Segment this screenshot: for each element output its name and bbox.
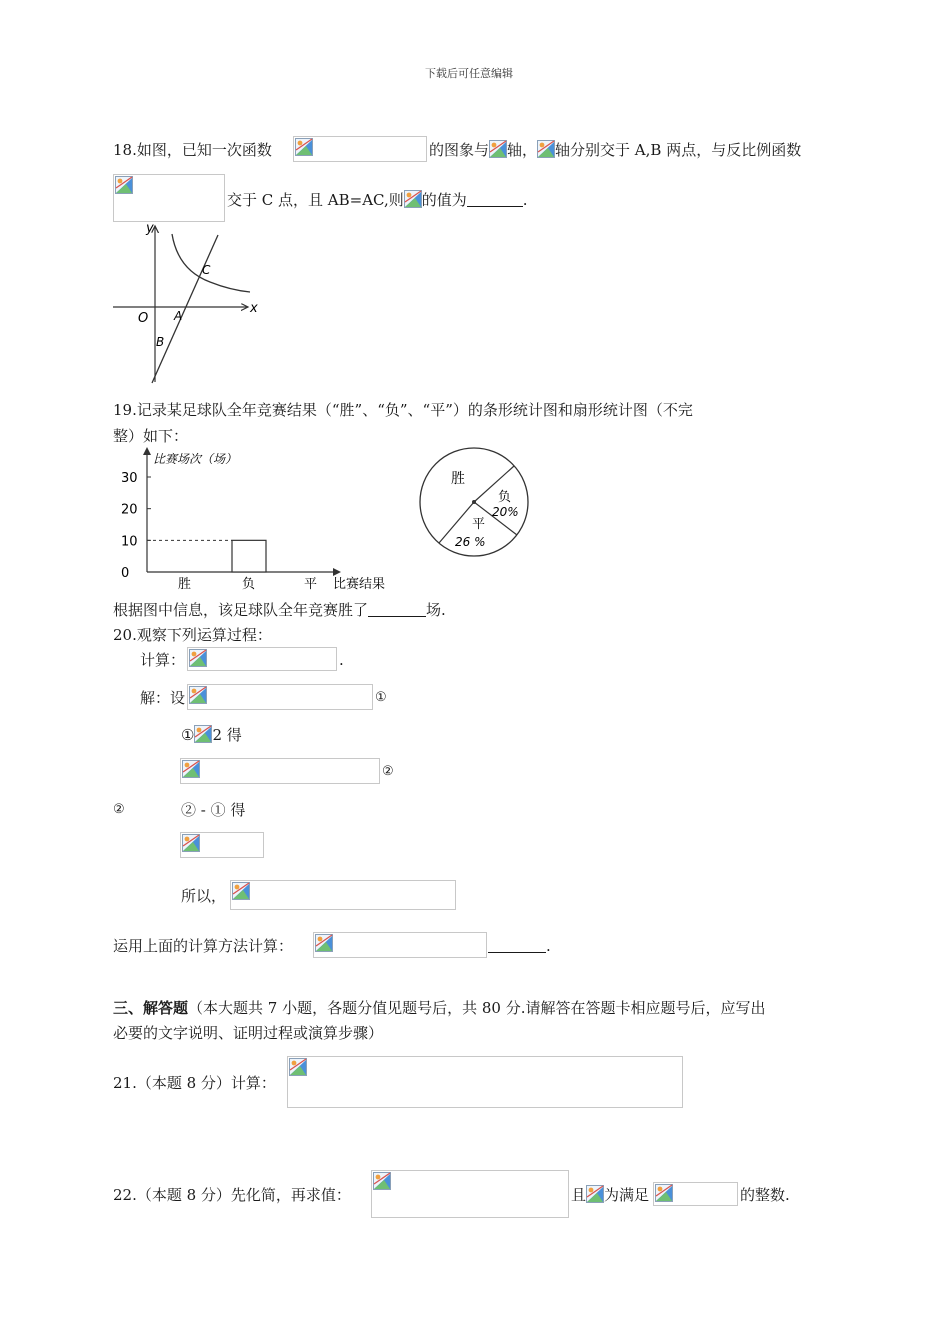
bar-chart xyxy=(115,445,405,595)
section3-line2: 必要的文字说明、证明过程或演算步骤） xyxy=(113,1024,384,1042)
x-symbol-image-icon xyxy=(489,140,507,158)
q20-so-label: 所以， xyxy=(181,887,227,905)
q22-text-d: 的整数. xyxy=(740,1186,790,1204)
q22-text-c: 为满足 xyxy=(604,1186,650,1204)
q20-apply-label: 运用上面的计算方法计算： xyxy=(113,937,294,955)
q18-text-c: 轴， xyxy=(507,141,538,159)
q18-text-f: 的值为 xyxy=(421,191,467,209)
y-tick-label: 0 xyxy=(121,566,130,581)
q22-text-a: 22.（本题 8 分）先化简，再求值： xyxy=(113,1186,351,1204)
bar-xlabel: 比赛结果 xyxy=(333,577,386,592)
bar-y-arrow xyxy=(143,447,151,455)
section3-line1 xyxy=(113,998,766,1018)
broken-image-icon xyxy=(655,1184,673,1202)
point-c-label: C xyxy=(202,263,211,277)
answer-blank xyxy=(467,192,523,207)
q20-step2-b: 2 得 xyxy=(212,726,242,744)
pie-center xyxy=(472,500,476,504)
q22-formula-image xyxy=(371,1170,569,1218)
multiply-symbol-image-icon xyxy=(194,725,212,743)
q18-inverse-function-image xyxy=(113,174,225,222)
q20-apply-dot: . xyxy=(546,937,551,955)
q20-step3-formula-image xyxy=(180,832,264,858)
section3-desc: （本大题共 7 小题，各题分值见题号后，共 80 分.请解答在答题卡相应题号后，应写出 xyxy=(188,999,766,1017)
q19-answer-b: 场. xyxy=(426,601,446,619)
point-a-label: A xyxy=(174,309,183,323)
x-category-label: 平 xyxy=(304,577,318,592)
linear-function-line xyxy=(152,235,218,383)
q20-title: 20.观察下列运算过程： xyxy=(113,626,272,644)
q20-calc-formula-image xyxy=(187,647,337,671)
q20-apply-formula-image xyxy=(313,932,487,958)
y-label: y xyxy=(146,221,154,236)
k-symbol-image-icon xyxy=(404,190,422,208)
x-symbol-image-icon xyxy=(586,1185,604,1203)
section3-title: 三、解答题 xyxy=(113,999,189,1017)
bar xyxy=(232,540,266,572)
q20-step2-a: ① xyxy=(181,726,195,744)
pie-draw-label: 平 xyxy=(472,517,486,532)
q18-line1 xyxy=(113,140,272,160)
broken-image-icon xyxy=(115,176,133,194)
broken-image-icon xyxy=(189,649,207,667)
hyperbola-curve xyxy=(172,234,250,292)
q20-step3: ② - ① 得 xyxy=(181,801,246,819)
broken-image-icon xyxy=(289,1058,307,1076)
pie-win-label: 胜 xyxy=(451,471,465,487)
q20-step2 xyxy=(181,725,242,745)
y-tick-label: 20 xyxy=(121,502,138,518)
q20-sol-label: 解：设 xyxy=(140,689,186,707)
q19-answer-a: 根据图中信息，该足球队全年竞赛胜了 xyxy=(113,601,369,619)
q20-result-formula-image xyxy=(230,880,456,910)
q18-text-g: . xyxy=(522,191,528,209)
q18-line2 xyxy=(227,190,528,210)
q20-calc-label: 计算： xyxy=(140,651,186,669)
q19-line2: 整）如下： xyxy=(113,427,189,445)
y-tick-label: 10 xyxy=(121,534,138,550)
point-b-label: B xyxy=(156,335,165,349)
q22-condition-image xyxy=(653,1182,738,1206)
pie-draw-pct: 26 % xyxy=(455,535,486,549)
broken-image-icon xyxy=(182,834,200,852)
broken-image-icon xyxy=(232,882,250,900)
q20-left-circ: ② xyxy=(113,802,125,817)
answer-blank xyxy=(488,938,546,953)
q18-function-graph xyxy=(110,220,270,385)
answer-blank xyxy=(368,602,426,617)
q20-sol-formula-image xyxy=(187,684,373,710)
q21-text: 21.（本题 8 分）计算： xyxy=(113,1074,276,1092)
page-header-note: 下载后可任意编辑 xyxy=(425,67,513,80)
q22-rest-a xyxy=(571,1185,649,1205)
broken-image-icon xyxy=(373,1172,391,1190)
q18-line1-rest xyxy=(429,140,801,160)
q19-answer-line xyxy=(113,600,446,620)
pie-lose-pct: 20% xyxy=(492,505,519,519)
q20-circ2: ② xyxy=(382,764,394,779)
q18-function-formula-image xyxy=(293,136,427,162)
q21-formula-image xyxy=(287,1056,683,1108)
broken-image-icon xyxy=(315,934,333,952)
x-label: x xyxy=(250,301,258,316)
q19-line1: 19.记录某足球队全年竞赛结果（“胜”、“负”、“平”）的条形统计图和扇形统计图（不完 xyxy=(113,401,693,419)
q18-text-d: 轴分别交于 A,B 两点，与反比例函数 xyxy=(555,141,802,159)
q22-text-b: 且 xyxy=(571,1186,587,1204)
y-symbol-image-icon xyxy=(537,140,555,158)
origin-label: O xyxy=(138,311,149,326)
broken-image-icon xyxy=(182,760,200,778)
broken-image-icon xyxy=(295,138,313,156)
q20-step2-formula-image xyxy=(180,758,380,784)
pie-lose-label: 负 xyxy=(498,490,512,505)
q20-apply-end xyxy=(488,936,551,956)
x-category-label: 胜 xyxy=(178,577,192,592)
q18-text-e: 交于 C 点，且 AB=AC,则 xyxy=(227,191,404,209)
q18-text-a: 18.如图，已知一次函数 xyxy=(113,141,272,159)
bar-ylabel: 比赛场次（场） xyxy=(153,452,238,466)
y-tick-label: 30 xyxy=(121,471,138,486)
q18-text-b: 的图象与 xyxy=(429,141,490,159)
q20-calc-end: . xyxy=(339,651,344,669)
broken-image-icon xyxy=(189,686,207,704)
pie-chart xyxy=(415,445,535,560)
bar-x-arrow xyxy=(333,568,341,576)
q20-circ1: ① xyxy=(375,690,387,705)
x-category-label: 负 xyxy=(242,577,256,592)
